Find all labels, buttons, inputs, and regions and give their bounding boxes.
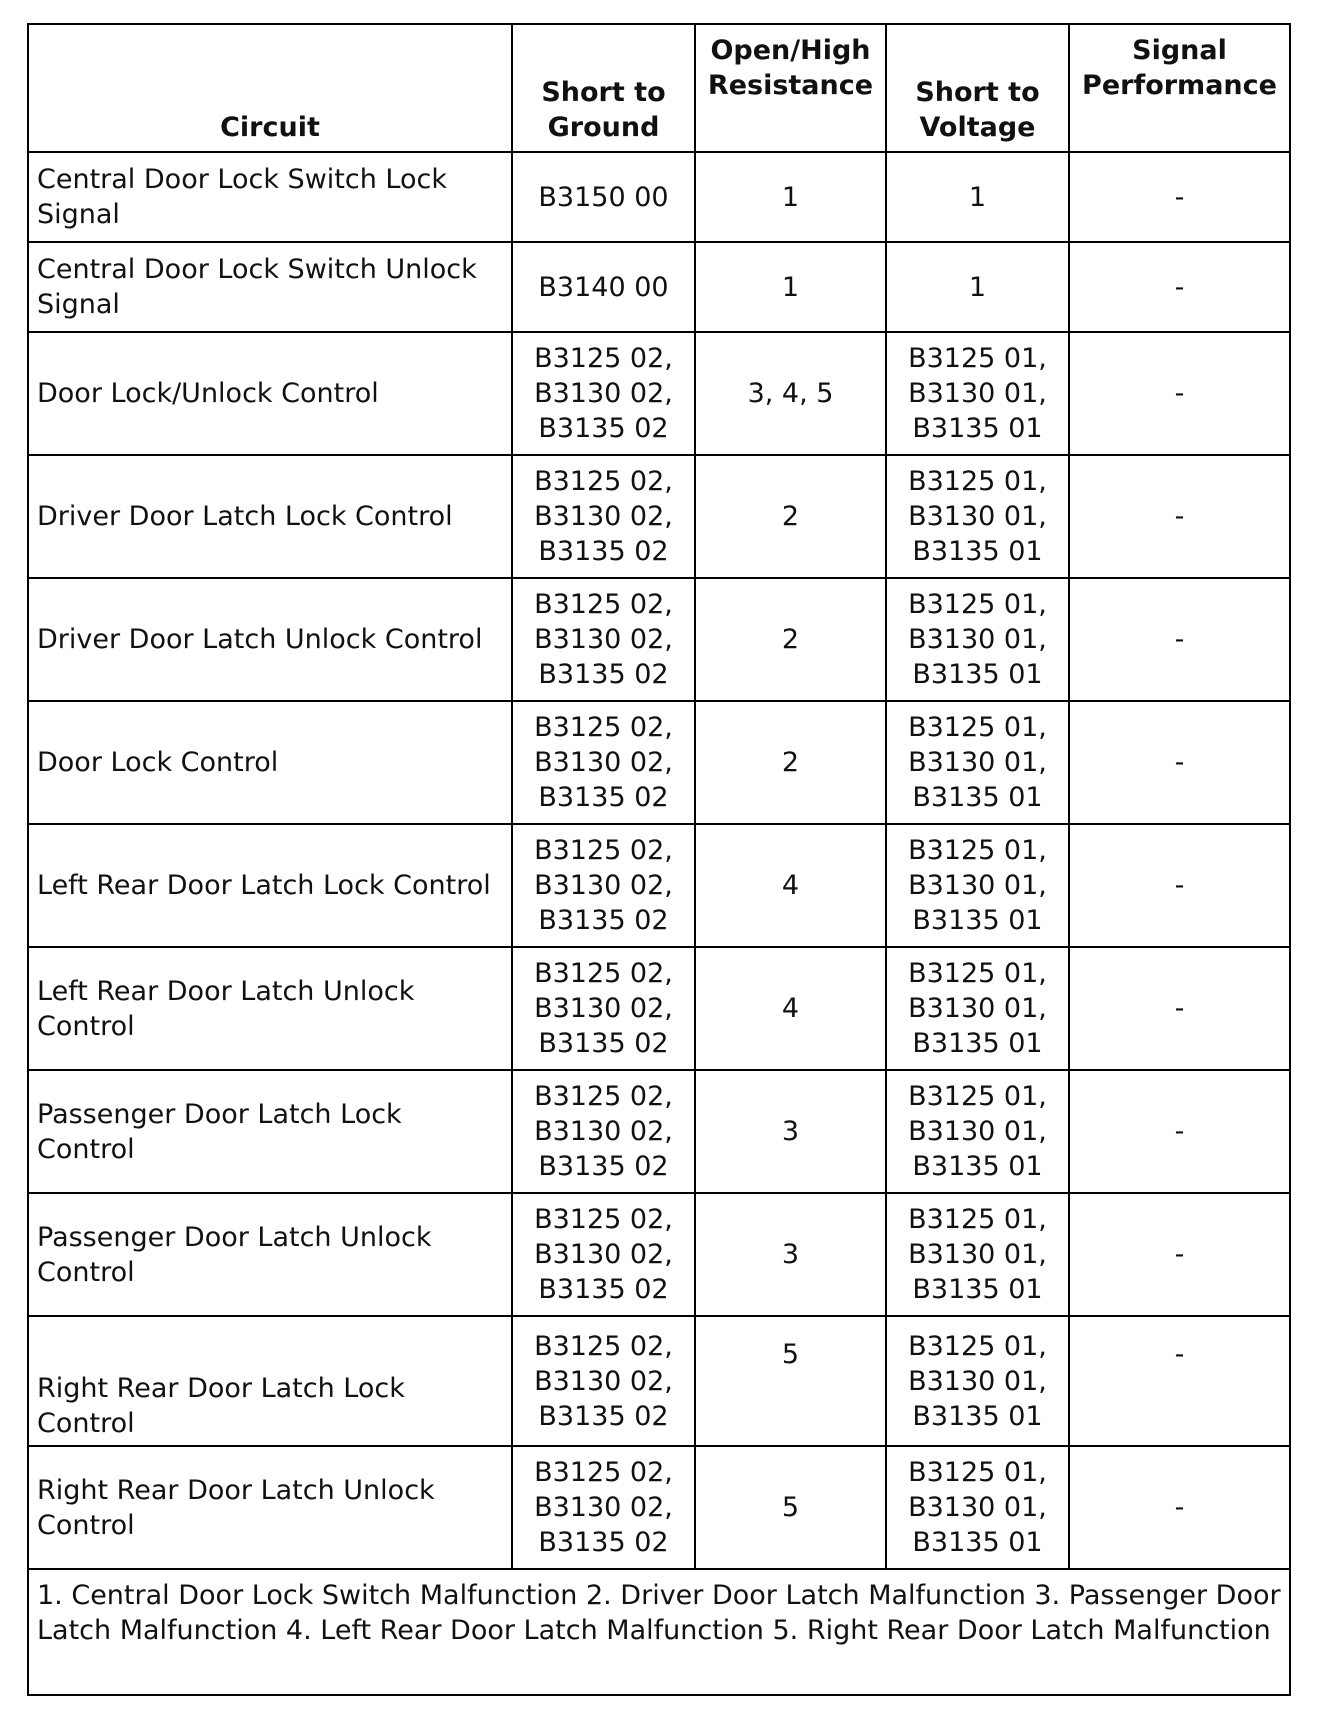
table-row	[28, 578, 1290, 701]
dtc-code: B3125 02,	[534, 1204, 673, 1235]
dtc-code: B3125 02,	[534, 466, 673, 497]
table-row	[28, 947, 1290, 1070]
short-to-voltage-cell	[886, 332, 1069, 455]
open-high-resistance-cell: 4	[695, 947, 886, 1070]
dtc-code: B3125 01,	[908, 958, 1047, 989]
dtc-code: B3130 01,	[908, 378, 1047, 409]
short-to-voltage-cell	[886, 824, 1069, 947]
dtc-code: B3130 01,	[908, 993, 1047, 1024]
circuit-name-cell: Door Lock Control	[28, 701, 512, 824]
dtc-code: B3130 02,	[534, 870, 673, 901]
open-high-resistance-cell: 4	[695, 824, 886, 947]
table-row	[28, 242, 1290, 332]
dtc-code: B3125 01,	[908, 712, 1047, 743]
short-to-voltage-cell	[886, 152, 1069, 242]
dtc-code: B3130 01,	[908, 501, 1047, 532]
dtc-code: B3125 02,	[534, 1457, 673, 1488]
dtc-code: B3135 01	[912, 1400, 1043, 1432]
signal-performance-cell: -	[1069, 1446, 1290, 1569]
dtc-code: B3135 02	[538, 1151, 669, 1182]
short-to-voltage-cell	[886, 1193, 1069, 1316]
dtc-code: B3130 01,	[908, 1492, 1047, 1523]
dtc-code: B3130 02,	[534, 1116, 673, 1147]
short-to-voltage-cell	[886, 1446, 1069, 1569]
circuit-name-cell: Door Lock/Unlock Control	[28, 332, 512, 455]
dtc-code: B3135 02	[538, 413, 669, 444]
dtc-code: B3135 02	[538, 1527, 669, 1558]
dtc-code: B3135 01	[912, 905, 1043, 936]
open-high-resistance-cell: 5	[695, 1446, 886, 1569]
signal-performance-cell: -	[1069, 152, 1290, 242]
dtc-code: B3125 01,	[908, 589, 1047, 620]
table-row	[28, 332, 1290, 455]
dtc-code: B3130 01,	[908, 624, 1047, 655]
dtc-code: B3125 01,	[908, 343, 1047, 374]
dtc-code: B3125 02,	[534, 589, 673, 620]
short-to-voltage-cell	[886, 455, 1069, 578]
dtc-code: B3135 01	[912, 659, 1043, 690]
dtc-code: B3125 01,	[908, 1457, 1047, 1488]
dtc-code: B3135 02	[538, 1400, 669, 1432]
dtc-code: B3130 02,	[534, 1492, 673, 1523]
signal-performance-cell: -	[1069, 332, 1290, 455]
short-to-ground-cell	[512, 455, 695, 578]
dtc-code: B3125 01,	[908, 1081, 1047, 1112]
dtc-code: B3130 02,	[534, 624, 673, 655]
dtc-code: B3130 02,	[534, 993, 673, 1024]
dtc-code: B3135 02	[538, 782, 669, 813]
footnote-legend: 1. Central Door Lock Switch Malfunction 2. Driver Door Latch Malfunction 3. Passenger Door Latch Malfunction 4. Left Rear Door Latch Malfunction 5. Right Rear Door Latch Malfunction	[28, 1569, 1290, 1695]
circuit-diagnostic-table	[27, 23, 1291, 1696]
signal-performance-cell: -	[1069, 455, 1290, 578]
dtc-code: B3135 01	[912, 1527, 1043, 1558]
short-to-ground-cell	[512, 701, 695, 824]
signal-performance-cell: -	[1069, 947, 1290, 1070]
dtc-code: B3125 01,	[908, 466, 1047, 497]
circuit-name-cell: Driver Door Latch Lock Control	[28, 455, 512, 578]
header-circuit: Circuit	[28, 24, 512, 152]
short-to-voltage-cell	[886, 578, 1069, 701]
header-signal-performance: Signal Performance	[1069, 24, 1290, 152]
open-high-resistance-cell: 2	[695, 455, 886, 578]
signal-performance-cell: -	[1069, 824, 1290, 947]
circuit-name-cell: Central Door Lock Switch Unlock Signal	[28, 242, 512, 332]
short-to-ground-cell	[512, 578, 695, 701]
header-row	[28, 24, 1290, 152]
dtc-code: B3135 01	[912, 1274, 1043, 1305]
dtc-code: B3130 01,	[908, 870, 1047, 901]
short-to-ground-cell	[512, 152, 695, 242]
dtc-code: B3135 02	[538, 536, 669, 567]
dtc-code: B3125 02,	[534, 1330, 673, 1362]
short-to-ground-cell	[512, 1070, 695, 1193]
table-row	[28, 1070, 1290, 1193]
dtc-code: B3130 02,	[534, 378, 673, 409]
footnote-row	[28, 1569, 1290, 1695]
short-to-ground-cell	[512, 947, 695, 1070]
circuit-name-cell: Left Rear Door Latch Lock Control	[28, 824, 512, 947]
signal-performance-cell: -	[1069, 1070, 1290, 1193]
circuit-name-cell: Left Rear Door Latch Unlock Control	[28, 947, 512, 1070]
dtc-code: B3135 02	[538, 1274, 669, 1305]
short-to-ground-cell	[512, 1446, 695, 1569]
dtc-code: B3125 01,	[908, 835, 1047, 866]
table-row	[28, 1193, 1290, 1316]
dtc-code: B3125 02,	[534, 1081, 673, 1112]
circuit-name-cell: Right Rear Door Latch Unlock Control	[28, 1446, 512, 1569]
dtc-code: 1	[968, 181, 987, 213]
short-to-ground-cell	[512, 242, 695, 332]
dtc-code: B3125 02,	[534, 343, 673, 374]
dtc-code: B3135 01	[912, 413, 1043, 444]
dtc-code: B3135 02	[538, 1028, 669, 1059]
dtc-code: B3130 02,	[534, 501, 673, 532]
short-to-ground-cell	[512, 1316, 695, 1446]
short-to-voltage-cell	[886, 947, 1069, 1070]
open-high-resistance-cell: 3	[695, 1070, 886, 1193]
short-to-voltage-cell	[886, 1316, 1069, 1446]
circuit-name-cell: Passenger Door Latch Lock Control	[28, 1070, 512, 1193]
circuit-name-cell: Right Rear Door Latch Lock Control	[28, 1316, 512, 1446]
signal-performance-cell: -	[1069, 242, 1290, 332]
header-short-to-voltage: Short to Voltage	[886, 24, 1069, 152]
circuit-name-cell: Driver Door Latch Unlock Control	[28, 578, 512, 701]
circuit-name-cell: Central Door Lock Switch Lock Signal	[28, 152, 512, 242]
open-high-resistance-cell: 3	[695, 1193, 886, 1316]
open-high-resistance-cell: 2	[695, 578, 886, 701]
short-to-ground-cell	[512, 824, 695, 947]
dtc-code: B3130 01,	[908, 1239, 1047, 1270]
short-to-voltage-cell	[886, 242, 1069, 332]
open-high-resistance-cell: 1	[695, 152, 886, 242]
dtc-code: B3135 01	[912, 1028, 1043, 1059]
dtc-code: B3130 01,	[908, 1365, 1047, 1397]
dtc-code: B3130 02,	[534, 747, 673, 778]
dtc-code: B3125 01,	[908, 1204, 1047, 1235]
signal-performance-cell: -	[1069, 701, 1290, 824]
signal-performance-cell: -	[1069, 1193, 1290, 1316]
open-high-resistance-cell: 2	[695, 701, 886, 824]
signal-performance-cell: -	[1069, 578, 1290, 701]
dtc-code: B3150 00	[538, 181, 669, 213]
header-short-to-ground: Short to Ground	[512, 24, 695, 152]
dtc-code: B3135 02	[538, 905, 669, 936]
dtc-code: B3130 01,	[908, 1116, 1047, 1147]
dtc-code: B3135 01	[912, 1151, 1043, 1182]
header-open-high-resistance: Open/High Resistance	[695, 24, 886, 152]
table-row	[28, 455, 1290, 578]
table-row	[28, 152, 1290, 242]
dtc-code: B3130 02,	[534, 1365, 673, 1397]
circuit-name-cell: Passenger Door Latch Unlock Control	[28, 1193, 512, 1316]
table-row	[28, 1446, 1290, 1569]
table-row	[28, 701, 1290, 824]
table-row	[28, 824, 1290, 947]
dtc-code: B3135 01	[912, 536, 1043, 567]
dtc-code: B3130 02,	[534, 1239, 673, 1270]
short-to-voltage-cell	[886, 701, 1069, 824]
short-to-ground-cell	[512, 1193, 695, 1316]
signal-performance-cell: -	[1069, 1316, 1290, 1446]
dtc-code: B3125 02,	[534, 835, 673, 866]
short-to-ground-cell	[512, 332, 695, 455]
open-high-resistance-cell: 3, 4, 5	[695, 332, 886, 455]
open-high-resistance-cell: 1	[695, 242, 886, 332]
dtc-code: 1	[968, 271, 987, 303]
open-high-resistance-cell: 5	[695, 1316, 886, 1446]
dtc-code: B3135 02	[538, 659, 669, 690]
dtc-code: B3135 01	[912, 782, 1043, 813]
dtc-code: B3140 00	[538, 271, 669, 303]
table-row	[28, 1316, 1290, 1446]
short-to-voltage-cell	[886, 1070, 1069, 1193]
dtc-code: B3130 01,	[908, 747, 1047, 778]
table-body	[28, 152, 1290, 1569]
dtc-code: B3125 02,	[534, 958, 673, 989]
dtc-code: B3125 01,	[908, 1330, 1047, 1362]
dtc-code: B3125 02,	[534, 712, 673, 743]
